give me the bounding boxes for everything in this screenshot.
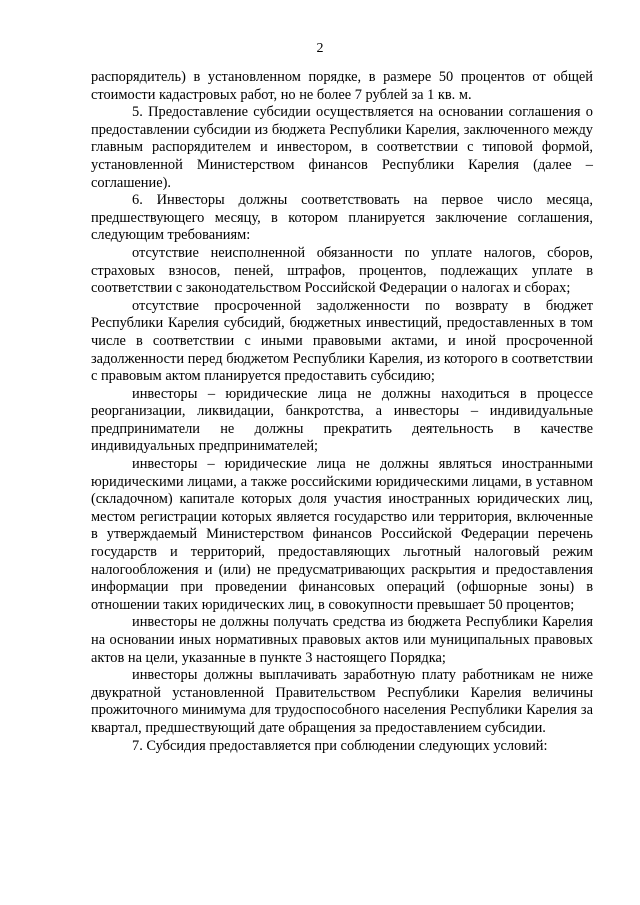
requirement-no-reorganization: инвесторы – юридические лица не должны находиться в процессе реорганизации, ликвидации, банкротства, а инвесторы – индивидуальные предприниматели не должны прекратить деятельность в качестве индивидуальных предпринимателей; — [91, 385, 593, 455]
paragraph-item-7: 7. Субсидия предоставляется при соблюдении следующих условий: — [132, 737, 548, 754]
document-body — [91, 69, 593, 755]
paragraph-continuation: распорядитель) в установленном порядке, в размере 50 процентов от общей стоимости кадастровых работ, но не более 7 рублей за 1 кв. м. — [91, 69, 593, 103]
page-number: 2 — [316, 41, 324, 56]
requirement-no-foreign-entity: инвесторы – юридические лица не должны являться иностранными юридическими лицами, а также российскими юридическими лицами, в уставном (складочном) капитале которых доля участия иностранных юридических лиц, местом регистрации которых является государство или территория, включенные в утверждаемый Министерством финансов Российской Федерации перечень государств и территорий, предоставляющих льготный налоговый режим налогообложения и (или) не предусматривающих раскрытия и предоставления информации при проведении финансовых операций (офшорные зоны) в отношении таких юридических лиц, в совокупности превышает 50 процентов; — [91, 456, 593, 613]
requirement-minimum-wage: инвесторы должны выплачивать заработную плату работникам не ниже двукратной установленной Правительством Республики Карелия величины прожиточного минимума для трудоспособного населения Республики Карелия за квартал, предшествующий дате обращения за предоставлением субсидии. — [91, 667, 593, 736]
requirement-no-tax-debt: отсутствие неисполненной обязанности по уплате налогов, сборов, страховых взносов, пеней, штрафов, процентов, подлежащих уплате в соответствии с законодательством Российской Федерации о налогах и сборах; — [91, 244, 593, 297]
requirement-no-other-funds: инвесторы не должны получать средства из бюджета Республики Карелия на основании иных нормативных правовых актов или муниципальных правовых актов на цели, указанные в пункте 3 настоящего Порядка; — [91, 614, 593, 666]
requirement-no-budget-debt: отсутствие просроченной задолженности по возврату в бюджет Республики Карелия субсидий, бюджетных инвестиций, предоставленных в том числе в соответствии с иными правовыми актами, и иной просроченной задолженности перед бюджетом Республики Карелия, из которого в соответствии с правовым актом планируется предоставить субсидию; — [91, 297, 593, 385]
paragraph-item-6: 6. Инвесторы должны соответствовать на первое число месяца, предшествующего месяцу, в котором планируется заключение соглашения, следующим требованиям: — [91, 192, 593, 244]
paragraph-item-5: 5. Предоставление субсидии осуществляется на основании соглашения о предоставлении субсидии из бюджета Республики Карелия, заключенного между главным распорядителем и инвестором, в соответствии с типовой формой, установленной Министерством финансов Республики Карелия (далее – соглашение). — [91, 104, 593, 191]
